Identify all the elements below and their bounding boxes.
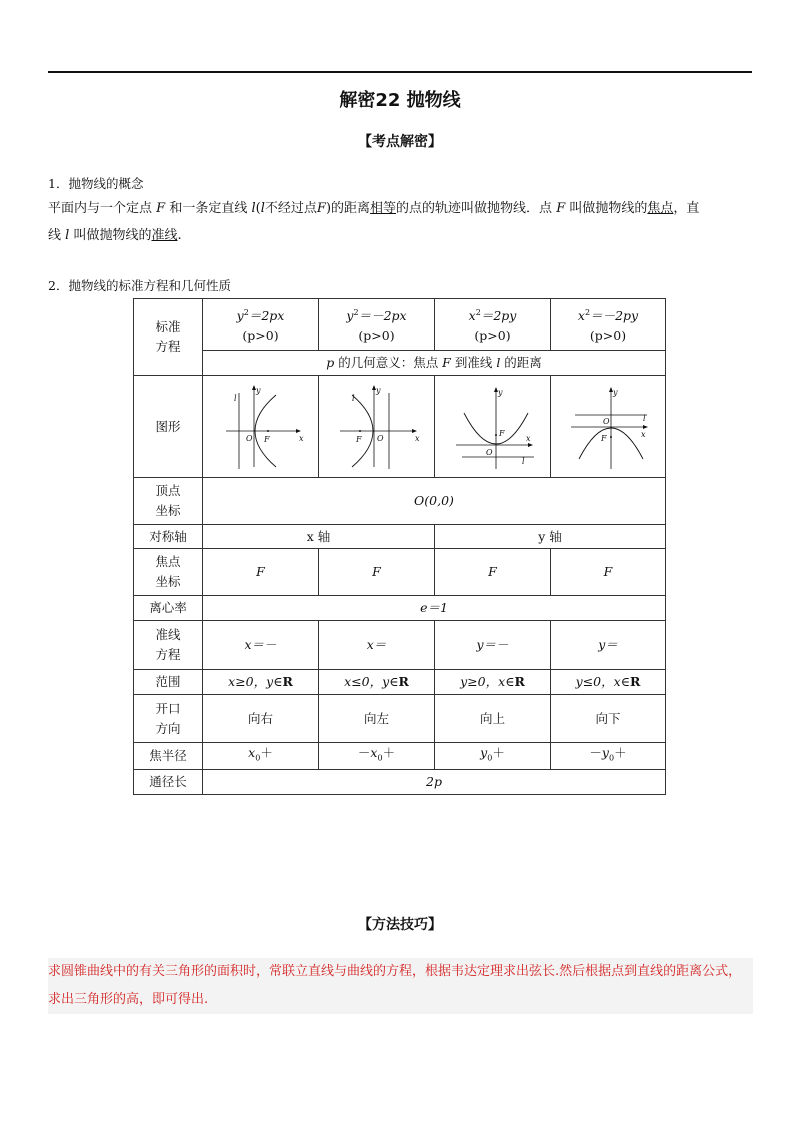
graph-cell	[551, 376, 666, 478]
table-row	[134, 621, 666, 670]
directrix-label: l	[351, 393, 355, 403]
vertex-value: O(0,0)	[203, 478, 666, 525]
directrix-value: x＝－	[203, 621, 319, 670]
row-label-eccentricity: 离心率	[134, 596, 203, 621]
section-heading-methods: 【方法技巧】	[358, 917, 442, 933]
range-value: y≥0，x∈R	[435, 670, 551, 695]
table-row	[134, 351, 666, 376]
directrix-value: y＝－	[435, 621, 551, 670]
directrix-value: x＝	[319, 621, 435, 670]
p-meaning: p 的几何意义：焦点 F 到准线 l 的距离	[203, 351, 666, 376]
equation-cell: $x^2=-2py$ (p>0)	[551, 299, 666, 351]
row-label-range: 范围	[134, 670, 203, 695]
directrix-label: l	[643, 413, 646, 423]
row-label-opening: 开口 方向	[134, 695, 203, 743]
concept-paragraph: 平面内与一个定点 F 和一条定直线 l(l不经过点F)的距离相等的点的轨迹叫做抛物线．点 F 叫做抛物线的焦点，直 线 l 叫做抛物线的准线.	[48, 201, 700, 243]
origin-label: O	[485, 447, 493, 457]
table-row	[134, 695, 666, 743]
axis-label-y: y	[255, 385, 261, 395]
focal-radius-value: $y_0+$	[435, 743, 551, 770]
row-label-focal-radius: 焦半径	[134, 743, 203, 770]
origin-label: O	[245, 433, 253, 443]
axis-label-y: y	[375, 385, 381, 395]
table-row	[134, 299, 666, 351]
table-row	[134, 769, 666, 794]
parabola-right-graph	[206, 379, 316, 475]
focus-value: F	[203, 549, 319, 596]
axis-label-y: y	[497, 387, 503, 397]
row-label-axis: 对称轴	[134, 525, 203, 549]
opening-value: 向左	[319, 695, 435, 743]
header-rule	[48, 71, 752, 73]
axis-value: y 轴	[435, 525, 666, 549]
focus-label: F	[263, 434, 270, 444]
table-row	[134, 596, 666, 621]
table-row	[134, 478, 666, 525]
focus-label: F	[601, 433, 607, 443]
equation-cell: $x^2=2py$ (p>0)	[435, 299, 551, 351]
row-label-directrix: 准线 方程	[134, 621, 203, 670]
directrix-label: l	[521, 456, 525, 466]
row-label-equation: 标准 方程	[134, 299, 203, 376]
focus-value: F	[319, 549, 435, 596]
table-row	[134, 525, 666, 549]
focal-radius-value: $x_0+$	[203, 743, 319, 770]
axis-value: x 轴	[203, 525, 435, 549]
graph-cell	[203, 376, 319, 478]
range-value: y≤0，x∈R	[551, 670, 666, 695]
axis-label-x: x	[525, 433, 531, 443]
range-value: x≥0，y∈R	[203, 670, 319, 695]
focal-radius-value: $-x_0+$	[319, 743, 435, 770]
equation-cell: $y^2=-2px$ (p>0)	[319, 299, 435, 351]
opening-value: 向上	[435, 695, 551, 743]
section-heading-key-points: 【考点解密】	[358, 134, 442, 150]
method-tip: 求圆锥曲线中的有关三角形的面积时，常联立直线与曲线的方程，根据韦达定理求出弦长.然后根据点到直线的距离公式，求出三角形的高，即可得出.	[48, 964, 742, 1007]
table-row	[134, 376, 666, 478]
axis-label-x: x	[298, 433, 304, 443]
focus-value: F	[435, 549, 551, 596]
origin-label: O	[376, 433, 384, 443]
graph-cell	[435, 376, 551, 478]
axis-label-x: x	[414, 433, 420, 443]
opening-value: 向右	[203, 695, 319, 743]
row-label-graph: 图形	[134, 376, 203, 478]
range-value: x≤0，y∈R	[319, 670, 435, 695]
focal-radius-value: $-y_0+$	[551, 743, 666, 770]
directrix-value: y＝	[551, 621, 666, 670]
focus-label: F	[498, 428, 505, 438]
eccentricity-value: e＝1	[203, 596, 666, 621]
term-equal: 相等	[370, 201, 397, 216]
page-title: 解密22 抛物线	[339, 90, 461, 111]
term-directrix: 准线	[151, 228, 178, 243]
row-label-latus-rectum: 通径长	[134, 769, 203, 794]
axis-label-y: y	[613, 387, 618, 397]
focus-value: F	[551, 549, 666, 596]
term-focus: 焦点	[647, 201, 674, 216]
axis-label-x: x	[641, 429, 646, 439]
table-row	[134, 670, 666, 695]
table-row	[134, 743, 666, 770]
focus-label: F	[355, 434, 362, 444]
row-label-focus: 焦点 坐标	[134, 549, 203, 596]
row-label-vertex: 顶点 坐标	[134, 478, 203, 525]
parabola-properties-table	[133, 298, 666, 795]
standard-heading: 2．抛物线的标准方程和几何性质	[48, 278, 231, 293]
opening-value: 向下	[551, 695, 666, 743]
latus-rectum-value: 2p	[203, 769, 666, 794]
origin-label: O	[603, 416, 610, 426]
parabola-up-graph	[438, 379, 548, 475]
concept-heading: 1．抛物线的概念	[48, 176, 144, 191]
graph-cell	[319, 376, 435, 478]
equation-cell: $y^2=2px$ (p>0)	[203, 299, 319, 351]
parabola-left-graph	[322, 379, 432, 475]
directrix-label: l	[233, 393, 237, 403]
parabola-down-graph	[553, 379, 663, 475]
table-row	[134, 549, 666, 596]
